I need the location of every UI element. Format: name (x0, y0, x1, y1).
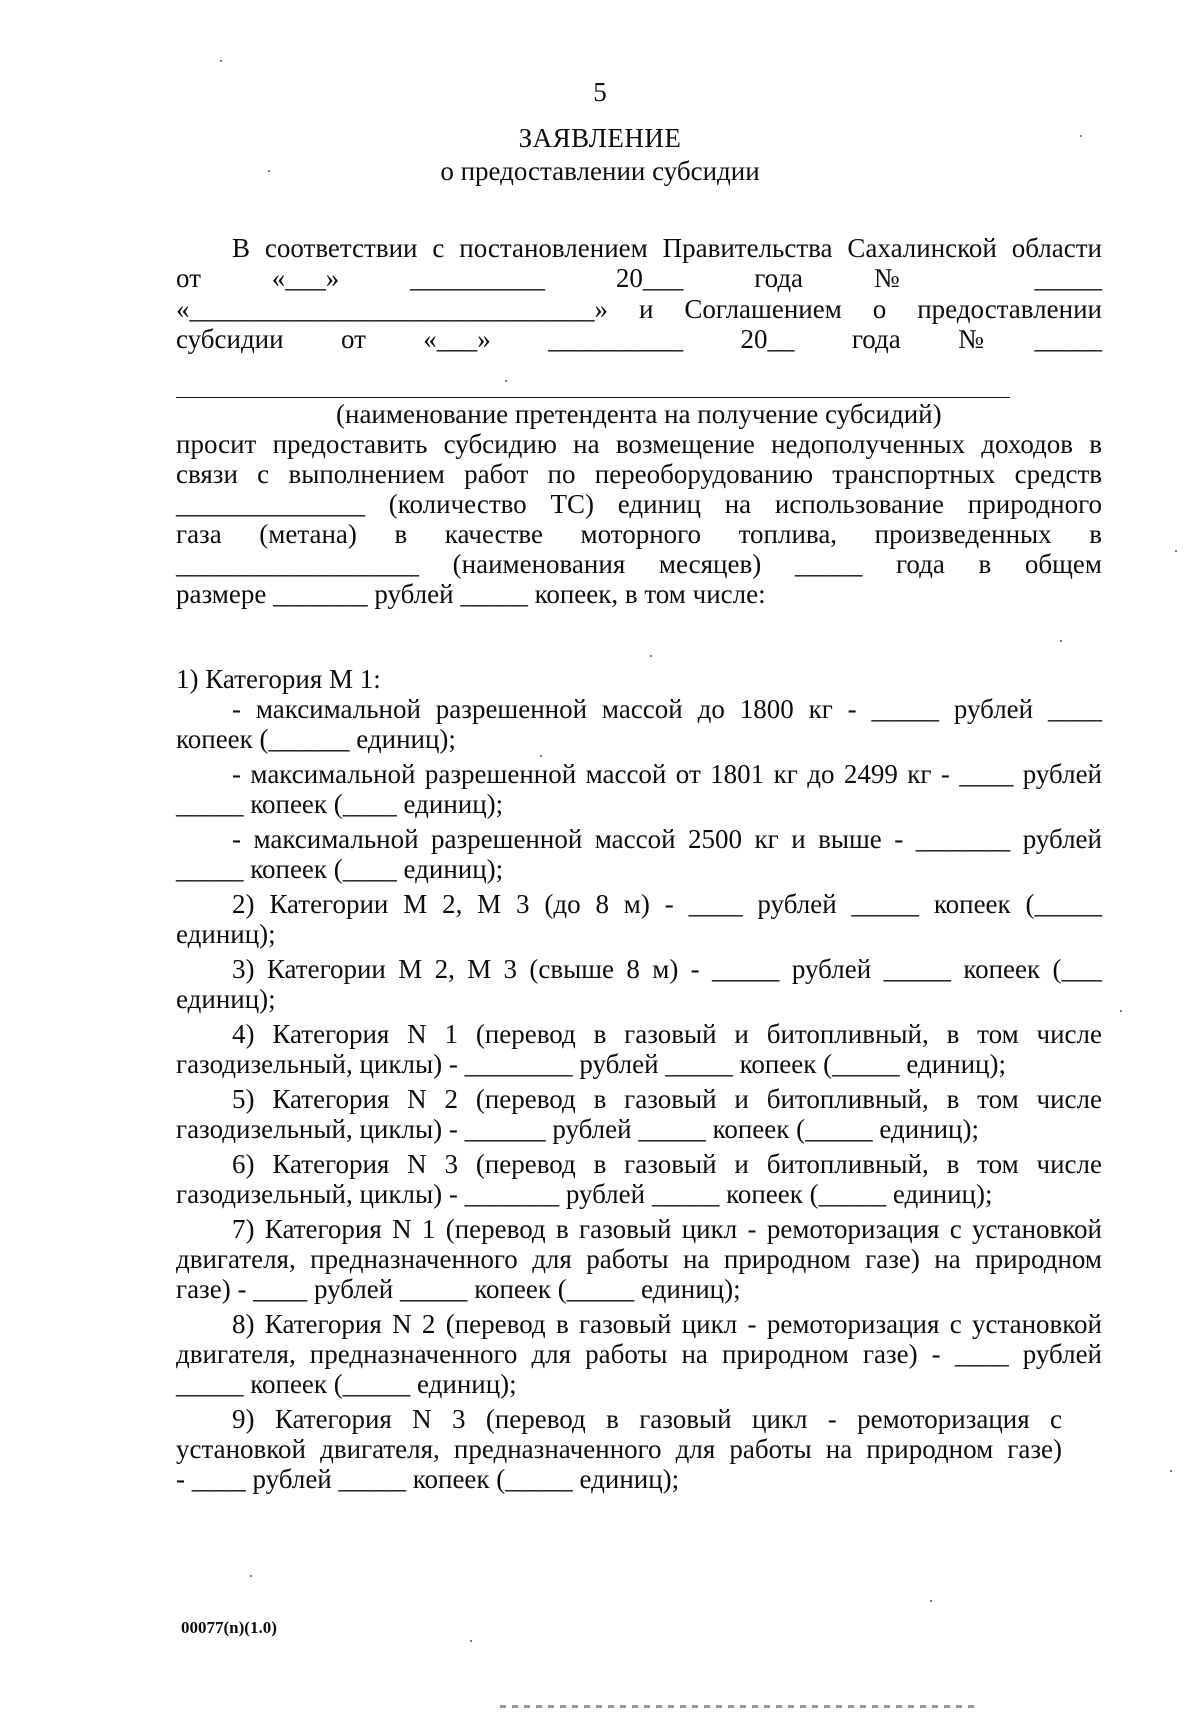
list-item: 6) Категория N 3 (перевод в газовый и битопливный, в том числе (232, 1149, 1102, 1179)
scan-artifact (500, 1705, 980, 1708)
list-item: - максимальной разрешенной массой до 1800 кг - _____ рублей ____ (232, 694, 1102, 724)
list-item: установкой двигателя, предназначенного для работы на природном газе) (176, 1434, 1062, 1464)
text-line: связи с выполнением работ по переоборудованию транспортных средств (176, 459, 1102, 489)
list-item: копеек (______ единиц); (176, 724, 456, 754)
page-number: 5 (593, 77, 607, 107)
document-title: ЗАЯВЛЕНИЕ (518, 123, 682, 153)
list-item: 8) Категория N 2 (перевод в газовый цикл - ремоторизация с установкой (232, 1309, 1102, 1339)
scan-speck (505, 380, 507, 382)
list-item: 9) Категория N 3 (перевод в газовый цикл - ремоторизация с (232, 1404, 1062, 1434)
scan-speck (1120, 1010, 1122, 1012)
list-item: двигателя, предназначенного для работы на природном газе) - ____ рублей (176, 1339, 1102, 1369)
list-item: двигателя, предназначенного для работы на природном газе) на природном (176, 1244, 1102, 1274)
list-heading: 1) Категория М 1: (176, 664, 381, 694)
document-subtitle: о предоставлении субсидии (440, 156, 760, 186)
scan-speck (930, 1600, 932, 1602)
scan-speck (650, 655, 652, 657)
scan-speck (220, 60, 222, 62)
text-line: размере _______ рублей _____ копеек, в том числе: (176, 579, 766, 609)
list-item: - максимальной разрешенной массой от 1801 кг до 2499 кг - ____ рублей (232, 759, 1102, 789)
text-line: «______________________________» и Соглашением о предоставлении (176, 294, 1102, 324)
list-item: 7) Категория N 1 (перевод в газовый цикл - ремоторизация с установкой (232, 1214, 1102, 1244)
list-item: _____ копеек (____ единиц); (176, 854, 504, 884)
scan-speck (1170, 1470, 1172, 1472)
list-item: газодизельный, циклы) - _______ рублей _____ копеек (_____ единиц); (176, 1179, 993, 1209)
applicant-caption: (наименование претендента на получение субсидий) (336, 399, 942, 429)
list-item: газодизельный, циклы) - ______ рублей _____ копеек (_____ единиц); (176, 1114, 979, 1144)
scan-speck (250, 1575, 252, 1577)
text-line: субсидии от «___» __________ 20__ года №_____ (176, 324, 1102, 354)
list-item: _____ копеек (_____ единиц); (176, 1369, 517, 1399)
list-item: 2) Категории М 2, М 3 (до 8 м) - ____ рублей _____ копеек (_____ (232, 889, 1102, 919)
list-item: - ____ рублей _____ копеек (_____ единиц); (176, 1464, 680, 1494)
scan-speck (268, 170, 270, 172)
text-line: В соответствии с постановлением Правительства Сахалинской области (232, 233, 1102, 263)
scan-speck (1080, 135, 1082, 137)
scan-speck (1175, 550, 1177, 552)
list-item: _____ копеек (____ единиц); (176, 789, 504, 819)
text-line: газа (метана) в качестве моторного топлива, произведенных в (176, 519, 1102, 549)
text-line: __________________ (наименования месяцев) _____ года в общем (176, 549, 1102, 579)
scan-speck (540, 755, 542, 757)
list-item: - максимальной разрешенной массой 2500 кг и выше - _______ рублей (232, 824, 1102, 854)
list-item: 4) Категория N 1 (перевод в газовый и битопливный, в том числе (232, 1019, 1102, 1049)
text-line: просит предоставить субсидию на возмещение недополученных доходов в (176, 429, 1102, 459)
list-item: единиц); (176, 984, 276, 1014)
scan-speck (470, 1640, 472, 1642)
footer-code: 00077(n)(1.0) (181, 1618, 277, 1637)
list-item: газодизельный, циклы) - ________ рублей _____ копеек (_____ единиц); (176, 1049, 1006, 1079)
list-item: газе) - ____ рублей _____ копеек (_____ единиц); (176, 1274, 741, 1304)
text-line: ______________ (количество ТС) единиц на использование природного (176, 489, 1102, 519)
text-line: от «___» __________ 20___ года № _____ (176, 263, 1102, 293)
list-item: 3) Категории М 2, М 3 (свыше 8 м) - _____ рублей _____ копеек (___ (232, 954, 1102, 984)
list-item: единиц); (176, 919, 276, 949)
list-item: 5) Категория N 2 (перевод в газовый и битопливный, в том числе (232, 1084, 1102, 1114)
scan-speck (1060, 640, 1062, 642)
